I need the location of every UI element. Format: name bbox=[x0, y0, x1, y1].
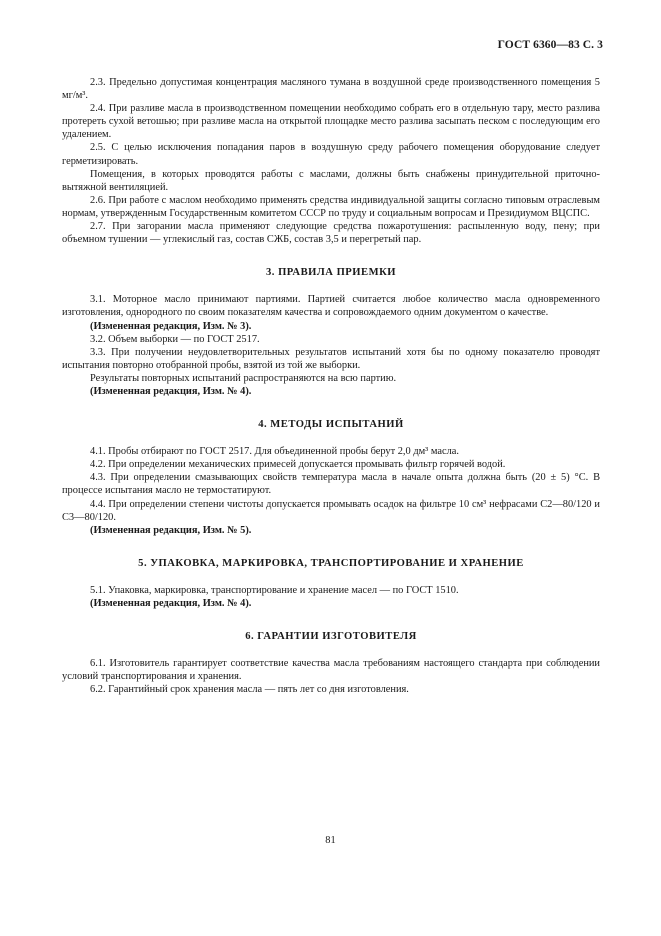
clause-2-5: 2.5. С целью исключения попадания паров в воздушную среду рабочего помещения оборудование следует герметизировать. bbox=[62, 142, 600, 167]
amendment-note: (Измененная редакция, Изм. № 3). bbox=[90, 320, 252, 332]
amendment-note: (Измененная редакция, Изм. № 4). bbox=[90, 598, 252, 609]
clause-2-4: 2.4. При разливе масла в производственном помещении необходимо собрать его в отдельную тару, место разлива протереть сухой ветошью; при разливе масла на открытой площадке место разлива засыпать песком с последующим его удалением. bbox=[62, 103, 600, 141]
clause-2-7: 2.7. При загорании масла применяют следующие средства пожаротушения: распыленную воду, пену; при объемном тушении — углекислый газ, состав СЖБ, состав 3,5 и перегретый пар. bbox=[62, 221, 600, 246]
clause-5-1: 5.1. Упаковка, маркировка, транспортирование и хранение масел — по ГОСТ 1510. bbox=[90, 584, 459, 596]
clause-3-1: 3.1. Моторное масло принимают партиями. Партией считается любое количество масла одновременного изготовления, однородного по своим показателям качества и сопровождаемого одним документом о качестве. bbox=[62, 294, 600, 319]
amendment-note: (Измененная редакция, Изм. № 4). bbox=[90, 385, 252, 397]
clause-3-3: 3.3. При получении неудовлетворительных результатов испытаний хотя бы по одному показателю проводят испытания повторно отобранной пробы, взятой из той же выборки. bbox=[62, 346, 600, 371]
page-header: ГОСТ 6360—83 С. 3 bbox=[497, 39, 603, 51]
clause-4-2: 4.2. При определении механических примесей допускается промывать фильтр горячей водой. bbox=[90, 459, 506, 471]
clause-2-6: 2.6. При работе с маслом необходимо применять средства индивидуальной защиты согласно типовым отраслевым нормам, утвержденным Государственным комитетом СССР по труду и социальным вопросам и Президиумом ВЦСПС. bbox=[62, 194, 600, 219]
section-5-title: 5. УПАКОВКА, МАРКИРОВКА, ТРАНСПОРТИРОВАНИЕ И ХРАНЕНИЕ bbox=[138, 557, 524, 569]
section-3-title: 3. ПРАВИЛА ПРИЕМКИ bbox=[265, 267, 397, 279]
amendment-note: (Измененная редакция, Изм. № 5). bbox=[90, 524, 252, 536]
clause-3-3-results: Результаты повторных испытаний распространяются на всю партию. bbox=[90, 372, 397, 384]
document-body bbox=[62, 76, 600, 696]
clause-6-2: 6.2. Гарантийный срок хранения масла — пять лет со дня изготовления. bbox=[90, 684, 409, 696]
page-number: 81 bbox=[325, 835, 336, 846]
clause-4-4: 4.4. При определении степени чистоты допускается промывать осадок на фильтре 10 см³ нефрасами С2—80/120 и С3—80/120. bbox=[62, 498, 600, 523]
clause-6-1: 6.1. Изготовитель гарантирует соответствие качества масла требованиям настоящего стандарта при соблюдении условий транспортирования и хранения. bbox=[62, 658, 600, 683]
section-4-title: 4. МЕТОДЫ ИСПЫТАНИЙ bbox=[258, 419, 404, 431]
clause-2-5-ventilation: Помещения, в которых проводятся работы с маслами, должны быть снабжены принудительной приточно-вытяжной вентиляцией. bbox=[62, 168, 600, 193]
clause-4-3: 4.3. При определении смазывающих свойств температура масла в начале опыта должна быть (20 ± 5) °С. В процессе испытания масло не термостатируют. bbox=[62, 472, 600, 497]
clause-3-2: 3.2. Объем выборки — по ГОСТ 2517. bbox=[90, 333, 260, 345]
clause-2-3: 2.3. Предельно допустимая концентрация масляного тумана в воздушной среде производственного помещения 5 мг/м³. bbox=[62, 77, 600, 102]
clause-4-1: 4.1. Пробы отбирают по ГОСТ 2517. Для объединенной пробы берут 2,0 дм³ масла. bbox=[90, 446, 460, 458]
section-6-title: 6. ГАРАНТИИ ИЗГОТОВИТЕЛЯ bbox=[245, 631, 417, 643]
